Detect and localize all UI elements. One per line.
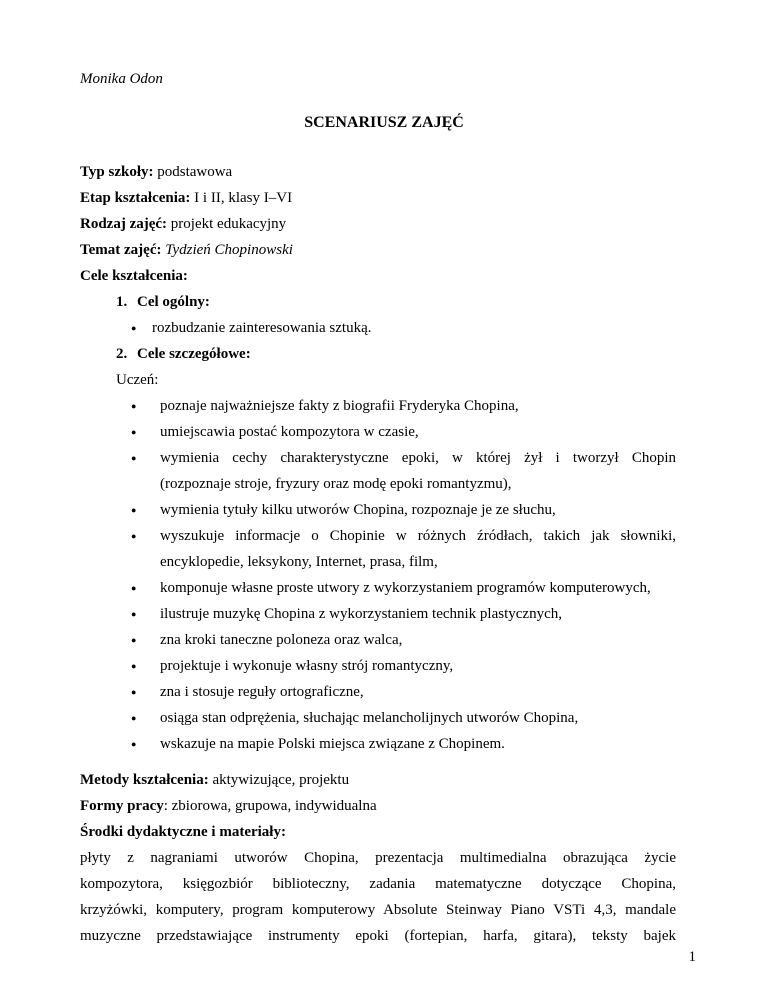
bullet-icon: ● — [131, 401, 137, 411]
goals-heading: Cele kształcenia: — [80, 268, 188, 284]
goal2-title: Cele szczegółowe: — [137, 346, 251, 362]
forms-line — [80, 797, 377, 815]
bullet-icon: ● — [131, 713, 137, 723]
goal1-number: 1. — [116, 294, 128, 310]
class-type-value: projekt edukacyjny — [167, 216, 287, 232]
goal-item-continuation: (rozpoznaje stroje, fryzury oraz modę epoki romantyzmu), — [160, 476, 512, 492]
materials-text-line: krzyżówki, komputery, program komputerowy Absolute Steinway Piano VSTi 4,3, mandale — [80, 902, 676, 918]
goal1-title: Cel ogólny: — [137, 294, 210, 310]
bullet-icon: ● — [131, 635, 137, 645]
forms-label: Formy pracy — [80, 798, 164, 814]
goal2-number: 2. — [116, 346, 128, 362]
methods-value: aktywizujące, projektu — [208, 772, 350, 788]
bullet-icon: ● — [131, 609, 137, 619]
stage-value: I i II, klasy I–VI — [190, 190, 293, 206]
goal-item-continuation: encyklopedie, leksykony, Internet, prasa, film, — [160, 554, 438, 570]
goal-item: ilustruje muzykę Chopina z wykorzystaniem technik plastycznych, — [160, 606, 562, 622]
goal-item: komponuje własne proste utwory z wykorzystaniem programów komputerowych, — [160, 580, 651, 596]
stage-label: Etap kształcenia: — [80, 190, 191, 206]
topic-label: Temat zajęć: — [80, 242, 162, 258]
bullet-icon: ● — [131, 453, 137, 463]
bullet-icon: ● — [131, 661, 137, 671]
goal-item: zna kroki taneczne poloneza oraz walca, — [160, 632, 403, 648]
class-type-label: Rodzaj zajęć: — [80, 216, 168, 232]
stage-line — [80, 189, 292, 207]
author-name: Monika Odon — [80, 71, 163, 87]
methods-line — [80, 771, 349, 789]
forms-value: : zbiorowa, grupowa, indywidualna — [163, 798, 377, 814]
bullet-icon: ● — [131, 323, 137, 333]
bullet-icon: ● — [131, 583, 137, 593]
bullet-icon: ● — [131, 739, 137, 749]
goal-item: wyszukuje informacje o Chopinie w różnych źródłach, takich jak słowniki, — [160, 528, 676, 544]
materials-heading: Środki dydaktyczne i materiały: — [80, 824, 286, 840]
materials-text-line: płyty z nagraniami utworów Chopina, prezentacja multimedialna obrazująca życie — [80, 850, 676, 866]
goal-item: projektuje i wykonuje własny strój romantyczny, — [160, 658, 454, 674]
class-type-line — [80, 215, 286, 233]
materials-text-line: muzyczne przedstawiające instrumenty epoki (fortepian, harfa, gitara), teksty bajek — [80, 928, 676, 944]
goal1-item: rozbudzanie zainteresowania sztuką. — [152, 320, 372, 336]
materials-text-line: kompozytora, księgozbiór biblioteczny, zadania matematyczne dotyczące Chopina, — [80, 876, 676, 892]
goal-item: wymienia tytuły kilku utworów Chopina, rozpoznaje je ze słuchu, — [160, 502, 556, 518]
goal-item: wskazuje na mapie Polski miejsca związane z Chopinem. — [160, 736, 505, 752]
school-type-line — [80, 163, 232, 181]
goal-item: zna i stosuje reguły ortograficzne, — [160, 684, 364, 700]
page-number: 1 — [688, 949, 696, 965]
goal-item: wymienia cechy charakterystyczne epoki, w której żył i tworzył Chopin — [160, 450, 676, 466]
bullet-icon: ● — [131, 531, 137, 541]
bullet-icon: ● — [131, 427, 137, 437]
methods-label: Metody kształcenia: — [80, 772, 209, 788]
goal-item: poznaje najważniejsze fakty z biografii Fryderyka Chopina, — [160, 398, 519, 414]
document-title: SCENARIUSZ ZAJĘĆ — [304, 114, 464, 131]
bullet-icon: ● — [131, 505, 137, 515]
goal-item: umiejscawia postać kompozytora w czasie, — [160, 424, 419, 440]
bullet-icon: ● — [131, 687, 137, 697]
goal-item: osiąga stan odprężenia, słuchając melancholijnych utworów Chopina, — [160, 710, 579, 726]
topic-value: Tydzień Chopinowski — [165, 242, 293, 258]
topic-line — [80, 241, 293, 259]
student-label: Uczeń: — [116, 372, 159, 388]
school-type-label: Typ szkoły: — [80, 164, 154, 180]
school-type-value: podstawowa — [153, 164, 233, 180]
